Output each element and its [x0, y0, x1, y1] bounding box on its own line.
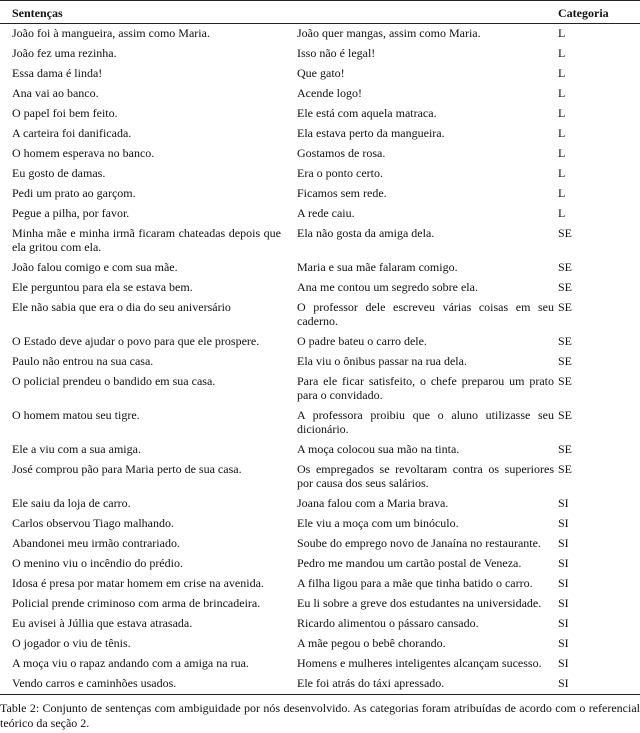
- table-row: [0, 258, 640, 278]
- category-cell: L: [558, 186, 566, 200]
- table-row: [0, 554, 640, 574]
- sentence-a-cell: Eu avisei à Júllia que estava atrasada.: [12, 616, 193, 630]
- category-cell: SI: [558, 556, 569, 570]
- table-row: [0, 654, 640, 674]
- sentence-b-cell: Que gato!: [297, 66, 345, 80]
- category-cell: SI: [558, 576, 569, 590]
- category-cell: SE: [558, 354, 573, 368]
- table-row: [0, 494, 640, 514]
- sentence-b-cell: Maria e sua mãe falaram comigo.: [297, 260, 458, 274]
- sentence-a-cell: Eu gosto de damas.: [12, 166, 106, 180]
- sentence-a-cell: Carlos observou Tiago malhando.: [12, 516, 174, 530]
- table-row: [0, 164, 640, 184]
- sentence-b-cell: Pedro me mandou um cartão postal de Veneza.: [297, 556, 522, 570]
- sentence-a-cell: A carteira foi danificada.: [12, 126, 132, 140]
- sentence-a-cell: Ele perguntou para ela se estava bem.: [12, 280, 193, 294]
- sentence-b-cell: Ficamos sem rede.: [297, 186, 387, 200]
- table-row: [0, 44, 640, 64]
- table-row: [0, 634, 640, 654]
- table-body: [0, 24, 640, 695]
- sentence-a-cell: O menino viu o incêndio do prédio.: [12, 556, 183, 570]
- category-cell: SE: [558, 374, 573, 388]
- category-cell: SI: [558, 656, 569, 670]
- table-row: [0, 372, 640, 406]
- sentence-a-cell: O policial prendeu o bandido em sua casa.: [12, 374, 216, 388]
- category-cell: SE: [558, 442, 573, 456]
- sentence-b-cell: Os empregados se revoltaram contra os superiores por causa dos seus salários.: [297, 462, 554, 490]
- table-caption: Table 2: Conjunto de sentenças com ambiguidade por nós desenvolvido. As categorias foram atribuídas de acordo com o referencial teórico da seção 2.: [0, 701, 640, 730]
- sentence-a-cell: O Estado deve ajudar o povo para que ele prospere.: [12, 334, 260, 348]
- category-cell: L: [558, 66, 566, 80]
- category-cell: L: [558, 106, 566, 120]
- sentence-b-cell: João quer mangas, assim como Maria.: [297, 26, 481, 40]
- sentence-a-cell: Minha mãe e minha irmã ficaram chateadas depois que ela gritou com ela.: [12, 226, 281, 254]
- table-row: [0, 24, 640, 45]
- sentence-b-cell: Ele está com aquela matraca.: [297, 106, 437, 120]
- sentence-a-cell: O homem matou seu tigre.: [12, 408, 140, 422]
- category-cell: SE: [558, 260, 573, 274]
- table-row: [0, 574, 640, 594]
- table-row: [0, 124, 640, 144]
- table-row: [0, 84, 640, 104]
- category-cell: SI: [558, 616, 569, 630]
- sentence-a-cell: A moça viu o rapaz andando com a amiga na rua.: [12, 656, 249, 670]
- sentence-a-cell: Vendo carros e caminhões usados.: [12, 676, 177, 690]
- table-row: [0, 440, 640, 460]
- table-row: [0, 352, 640, 372]
- table-row: [0, 184, 640, 204]
- table-row: [0, 64, 640, 84]
- category-cell: SI: [558, 676, 569, 690]
- category-cell: SE: [558, 300, 573, 314]
- table-row: [0, 278, 640, 298]
- sentence-a-cell: Abandonei meu irmão contrariado.: [12, 536, 180, 550]
- category-cell: SE: [558, 226, 573, 240]
- sentence-a-cell: O papel foi bem feito.: [12, 106, 118, 120]
- category-cell: SE: [558, 280, 573, 294]
- sentence-b-cell: Homens e mulheres inteligentes alcançam sucesso.: [297, 656, 542, 670]
- sentence-b-cell: A rede caiu.: [297, 206, 355, 220]
- sentence-b-cell: Eu li sobre a greve dos estudantes na universidade.: [297, 596, 542, 610]
- sentence-a-cell: João falou comigo e com sua mãe.: [12, 260, 178, 274]
- sentence-a-cell: Pegue a pilha, por favor.: [12, 206, 130, 220]
- sentence-b-cell: Ela estava perto da mangueira.: [297, 126, 445, 140]
- category-cell: L: [558, 166, 566, 180]
- sentence-b-cell: Joana falou com a Maria brava.: [297, 496, 449, 510]
- sentence-b-cell: Soube do emprego novo de Janaína no restaurante.: [297, 536, 541, 550]
- table-row: [0, 332, 640, 352]
- sentence-a-cell: José comprou pão para Maria perto de sua casa.: [12, 462, 242, 476]
- sentence-b-cell: A filha ligou para a mãe que tinha batido o carro.: [297, 576, 533, 590]
- sentence-a-cell: João foi à mangueira, assim como Maria.: [12, 26, 210, 40]
- category-cell: SI: [558, 516, 569, 530]
- table-row: [0, 514, 640, 534]
- sentence-a-cell: Ana vai ao banco.: [12, 86, 99, 100]
- category-cell: SE: [558, 334, 573, 348]
- sentence-b-cell: Gostamos de rosa.: [297, 146, 386, 160]
- sentence-a-cell: Ele saiu da loja de carro.: [12, 496, 131, 510]
- sentence-a-cell: O jogador o viu de tênis.: [12, 636, 131, 650]
- category-cell: L: [558, 46, 566, 60]
- category-cell: L: [558, 126, 566, 140]
- sentence-b-cell: Ela viu o ônibus passar na rua dela.: [297, 354, 467, 368]
- sentence-b-cell: A professora proibiu que o aluno utilizasse seu dicionário.: [297, 408, 554, 436]
- table-row: [0, 674, 640, 695]
- sentence-b-cell: Ela não gosta da amiga dela.: [297, 226, 435, 240]
- category-cell: SI: [558, 496, 569, 510]
- sentence-b-cell: Ele viu a moça com um binóculo.: [297, 516, 459, 530]
- table-row: [0, 204, 640, 224]
- table-row: [0, 460, 640, 494]
- sentence-b-cell: A mãe pegou o bebê chorando.: [297, 636, 446, 650]
- sentence-b-cell: Isso não é legal!: [297, 46, 376, 60]
- sentence-a-cell: Ele a viu com a sua amiga.: [12, 442, 141, 456]
- sentence-a-cell: Pedi um prato ao garçom.: [12, 186, 136, 200]
- table-row: [0, 534, 640, 554]
- sentence-a-cell: Paulo não entrou na sua casa.: [12, 354, 154, 368]
- category-cell: L: [558, 26, 566, 40]
- category-cell: L: [558, 146, 566, 160]
- sentence-a-cell: Ele não sabia que era o dia do seu aniversário: [12, 300, 231, 314]
- sentence-b-cell: A moça colocou sua mão na tinta.: [297, 442, 460, 456]
- category-cell: L: [558, 206, 566, 220]
- sentence-b-cell: Ele foi atrás do táxi apressado.: [297, 676, 445, 690]
- sentence-a-cell: João fez uma rezinha.: [12, 46, 117, 60]
- category-cell: SI: [558, 536, 569, 550]
- category-cell: SI: [558, 596, 569, 610]
- category-cell: SI: [558, 636, 569, 650]
- table-row: [0, 406, 640, 440]
- header-category: Categoria: [558, 6, 609, 20]
- sentence-b-cell: O professor dele escreveu várias coisas em seu caderno.: [297, 300, 554, 328]
- table-row: [0, 104, 640, 124]
- sentence-a-cell: Essa dama é linda!: [12, 66, 103, 80]
- sentence-b-cell: O padre bateu o carro dele.: [297, 334, 427, 348]
- table-header-row: [0, 1, 640, 24]
- sentence-b-cell: Para ele ficar satisfeito, o chefe preparou um prato para o convidado.: [297, 374, 554, 402]
- sentence-a-cell: Policial prende criminoso com arma de brincadeira.: [12, 596, 261, 610]
- sentence-a-cell: O homem esperava no banco.: [12, 146, 155, 160]
- table-row: [0, 614, 640, 634]
- table-row: [0, 224, 640, 258]
- category-cell: L: [558, 86, 566, 100]
- sentence-a-cell: Idosa é presa por matar homem em crise na avenida.: [12, 576, 264, 590]
- sentence-b-cell: Era o ponto certo.: [297, 166, 383, 180]
- table-row: [0, 594, 640, 614]
- sentence-b-cell: Ana me contou um segredo sobre ela.: [297, 280, 478, 294]
- sentence-b-cell: Ricardo alimentou o pássaro cansado.: [297, 616, 479, 630]
- header-sentences: Sentenças: [12, 6, 63, 20]
- sentence-b-cell: Acende logo!: [297, 86, 362, 100]
- table-row: [0, 298, 640, 332]
- table-row: [0, 144, 640, 164]
- category-cell: SE: [558, 462, 573, 476]
- category-cell: SE: [558, 408, 573, 422]
